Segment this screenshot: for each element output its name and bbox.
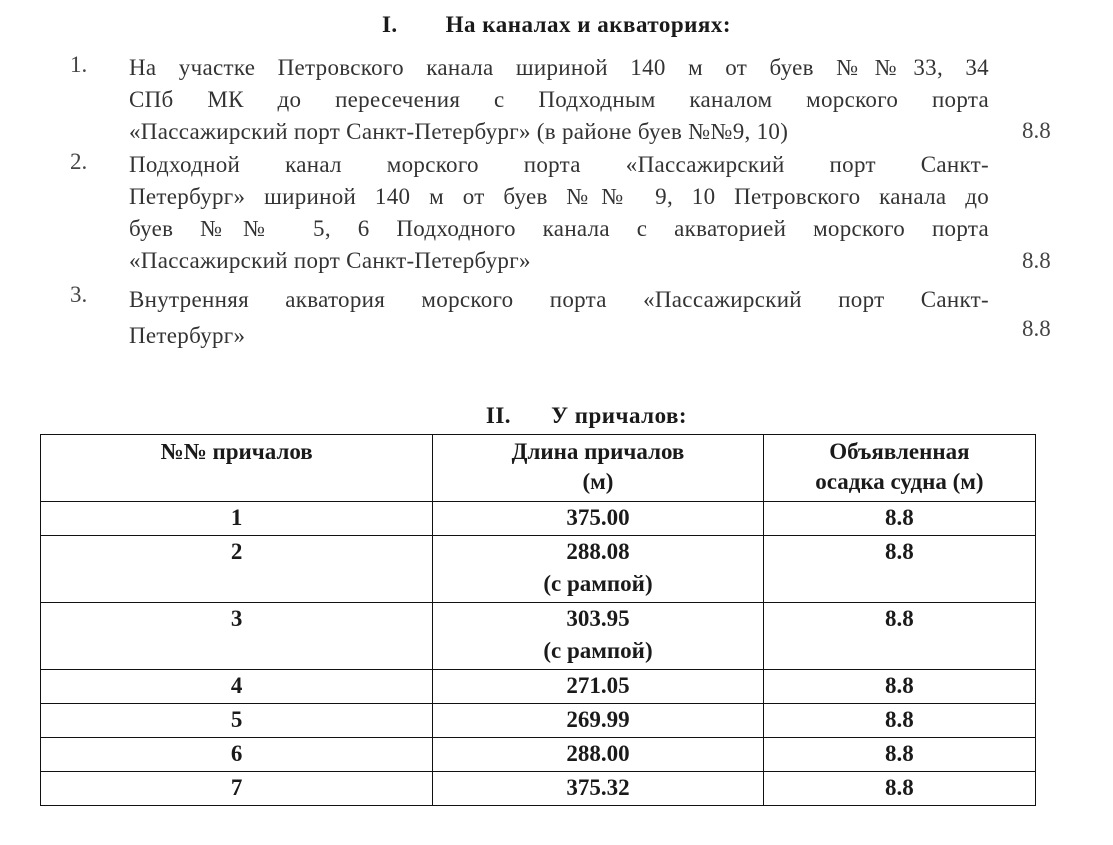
table-row: [41, 772, 1036, 806]
section-2-title: У причалов:: [551, 403, 688, 428]
berth-number-cell: 5: [41, 704, 433, 738]
berth-length-cell: 271.05: [433, 670, 764, 704]
draft-cell: 8.8: [763, 502, 1035, 536]
section-1-title: На каналах и акваториях:: [445, 12, 732, 37]
berth-length-cell: 303.95 (с рампой): [433, 603, 764, 670]
section-1-heading: [0, 12, 1113, 38]
draft-cell: 8.8: [763, 603, 1035, 670]
berth-length-cell: 288.00: [433, 738, 764, 772]
table-row: [41, 704, 1036, 738]
text-line: буев №№ 5, 6 Подходного канала с акваторией морского порта: [129, 216, 989, 241]
berth-number-cell: 2: [41, 536, 433, 603]
table-row: [41, 738, 1036, 772]
list-item-text: [129, 52, 989, 148]
table-header-row: [41, 435, 1036, 502]
list-item-text: [129, 282, 989, 354]
text-line: Петербург»: [129, 323, 246, 348]
berth-number-cell: 7: [41, 772, 433, 806]
draft-cell: 8.8: [763, 536, 1035, 603]
text-line: «Пассажирский порт Санкт-Петербург» (в районе буев №№9, 10): [129, 119, 789, 144]
berth-number-cell: 1: [41, 502, 433, 536]
draft-cell: 8.8: [763, 772, 1035, 806]
header-declared-draft: Объявленная осадка судна (м): [763, 435, 1035, 502]
berths-table: [40, 434, 1036, 806]
text-line: Подходной канал морского порта «Пассажирский порт Санкт-: [129, 152, 989, 177]
draft-cell: 8.8: [763, 704, 1035, 738]
depth-value: 8.8: [1022, 118, 1051, 143]
berth-number-cell: 6: [41, 738, 433, 772]
table-row: [41, 536, 1036, 603]
depth-value: 8.8: [1022, 316, 1051, 341]
section-2-heading: [0, 403, 1113, 429]
list-item-text: [129, 149, 989, 277]
berth-length-cell: 375.32: [433, 772, 764, 806]
list-item-number: 1.: [70, 52, 88, 77]
berth-length-cell: 375.00: [433, 502, 764, 536]
berth-length-cell: 269.99: [433, 704, 764, 738]
table-row: [41, 670, 1036, 704]
draft-cell: 8.8: [763, 738, 1035, 772]
table-row: [41, 603, 1036, 670]
section-1-number: I.: [381, 12, 398, 37]
text-line: «Пассажирский порт Санкт-Петербург»: [129, 248, 531, 273]
depth-value: 8.8: [1022, 248, 1051, 273]
header-berth-number: №№ причалов: [41, 435, 433, 502]
table-row: [41, 502, 1036, 536]
text-line: Внутренняя акватория морского порта «Пассажирский порт Санкт-: [129, 287, 989, 312]
draft-cell: 8.8: [763, 670, 1035, 704]
berth-number-cell: 3: [41, 603, 433, 670]
text-line: На участке Петровского канала шириной 140 м от буев №№33, 34: [129, 55, 989, 80]
header-berth-length: Длина причалов (м): [433, 435, 764, 502]
text-line: Петербург» шириной 140 м от буев №№ 9, 10 Петровского канала до: [129, 184, 989, 209]
list-item-number: 2.: [70, 149, 88, 174]
berth-number-cell: 4: [41, 670, 433, 704]
section-2-number: II.: [485, 403, 512, 428]
berth-length-cell: 288.08 (с рампой): [433, 536, 764, 603]
text-line: СПб МК до пересечения с Подходным каналом морского порта: [129, 87, 989, 112]
list-item-number: 3.: [70, 282, 88, 307]
